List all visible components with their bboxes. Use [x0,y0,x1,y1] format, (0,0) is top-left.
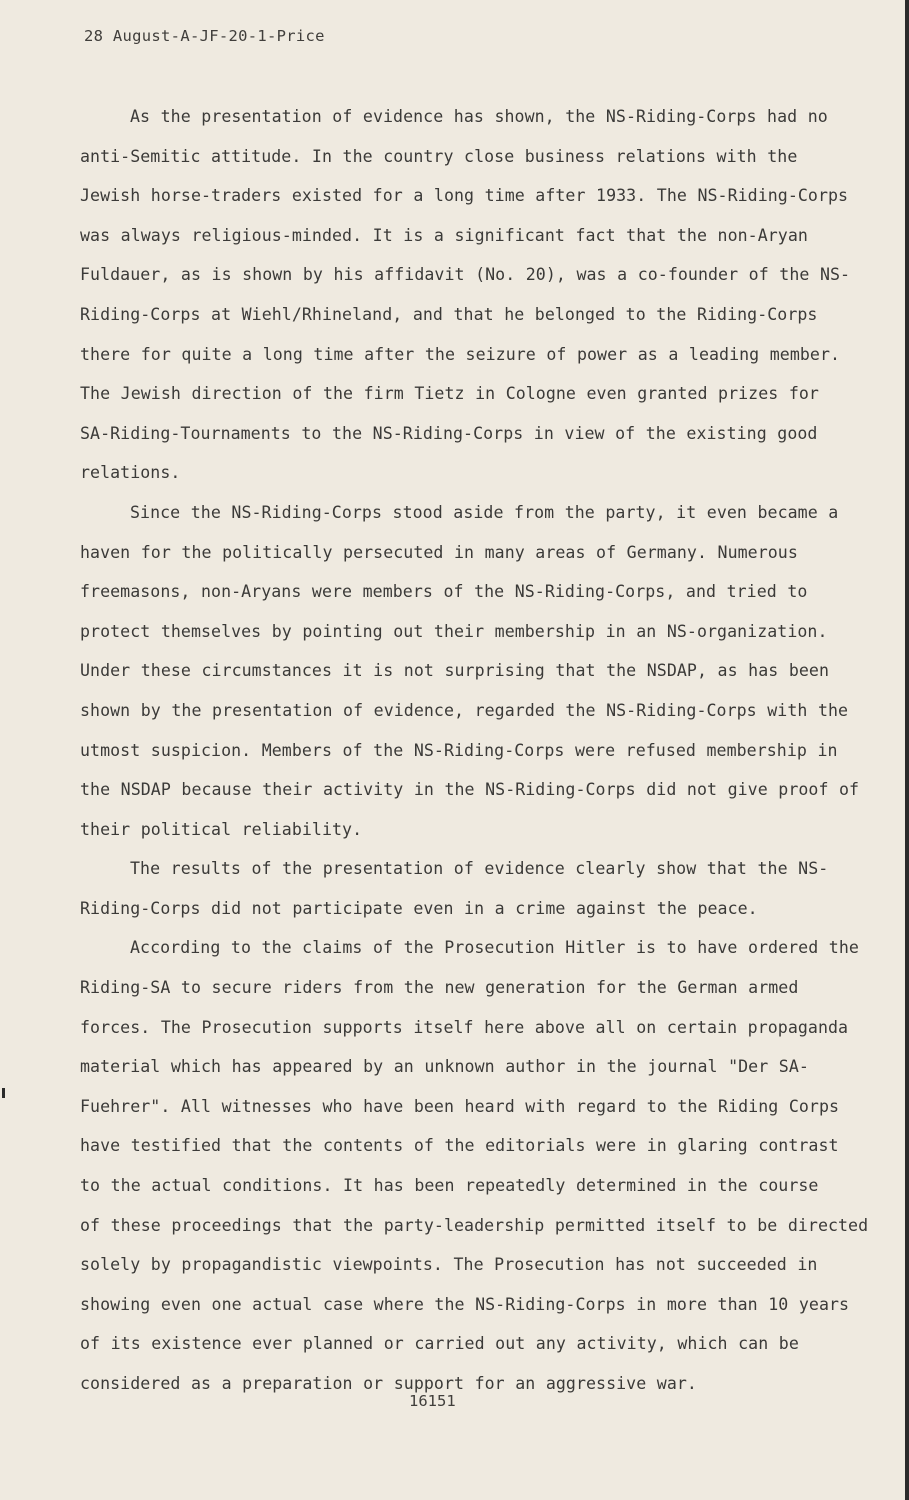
text-line: forces. The Prosecution supports itself here above all on certain propaganda [80,1017,849,1037]
text-line: Since the NS-Riding-Corps stood aside from the party, it even became a [130,502,839,522]
text-line: was always religious-minded. It is a significant fact that the non-Aryan [80,225,808,245]
text-line: of its existence ever planned or carried out any activity, which can be [80,1334,799,1354]
body-text [80,97,869,1404]
text-line: solely by propagandistic viewpoints. The Prosecution has not succeeded in [80,1255,818,1275]
text-line: The results of the presentation of evidence clearly show that the NS- [130,859,829,879]
text-line: Riding-Corps did not participate even in a crime against the peace. [80,898,758,918]
text-line: of these proceedings that the party-leadership permitted itself to be directed [80,1215,869,1235]
text-line: utmost suspicion. Members of the NS-Riding-Corps were refused membership in [80,740,838,760]
text-line: their political reliability. [80,819,363,839]
text-line: freemasons, non-Aryans were members of the NS-Riding-Corps, and tried to [80,582,808,602]
text-line: haven for the politically persecuted in many areas of Germany. Numerous [80,542,798,562]
text-line: showing even one actual case where the NS-Riding-Corps in more than 10 years [80,1294,850,1314]
text-line: As the presentation of evidence has shown, the NS-Riding-Corps had no [130,107,828,126]
text-line: relations. [80,463,181,483]
margin-mark [2,1088,5,1098]
text-line: the NSDAP because their activity in the NS-Riding-Corps did not give proof of [80,780,860,800]
text-line: considered as a preparation or support for an aggressive war. [80,1374,697,1393]
document-header: 28 August-A-JF-20-1-Price [84,27,325,45]
text-line: Riding-Corps at Wiehl/Rhineland, and that he belonged to the Riding-Corps [80,304,818,324]
text-line: The Jewish direction of the firm Tietz in Cologne even granted prizes for [80,384,819,404]
text-line: protect themselves by pointing out their membership in an NS-organization. [80,621,828,641]
text-line: shown by the presentation of evidence, regarded the NS-Riding-Corps with the [80,700,849,720]
text-line: SA-Riding-Tournaments to the NS-Riding-Corps in view of the existing good [80,423,818,443]
text-line: have testified that the contents of the editorials were in glaring contrast [80,1136,839,1156]
text-line: there for quite a long time after the seizure of power as a leading member. [80,344,841,364]
text-line: material which has appeared by an unknown author in the journal "Der SA- [80,1057,809,1077]
text-line: anti-Semitic attitude. In the country close business relations with the [80,146,798,166]
text-line: Fuldauer, as is shown by his affidavit (No. 20), was a co-founder of the NS- [80,265,851,285]
text-line: According to the claims of the Prosecution Hitler is to have ordered the [130,938,859,958]
page-number: 16151 [409,1392,456,1410]
text-line: to the actual conditions. It has been repeatedly determined in the course [80,1176,819,1196]
text-line: Riding-SA to secure riders from the new generation for the German armed [80,978,799,998]
text-line: Under these circumstances it is not surprising that the NSDAP, as has been [80,661,829,681]
text-line: Jewish horse-traders existed for a long time after 1933. The NS-Riding-Corps [80,186,849,206]
text-line: Fuehrer". All witnesses who have been heard with regard to the Riding Corps [80,1096,840,1116]
scan-edge [905,0,909,1500]
